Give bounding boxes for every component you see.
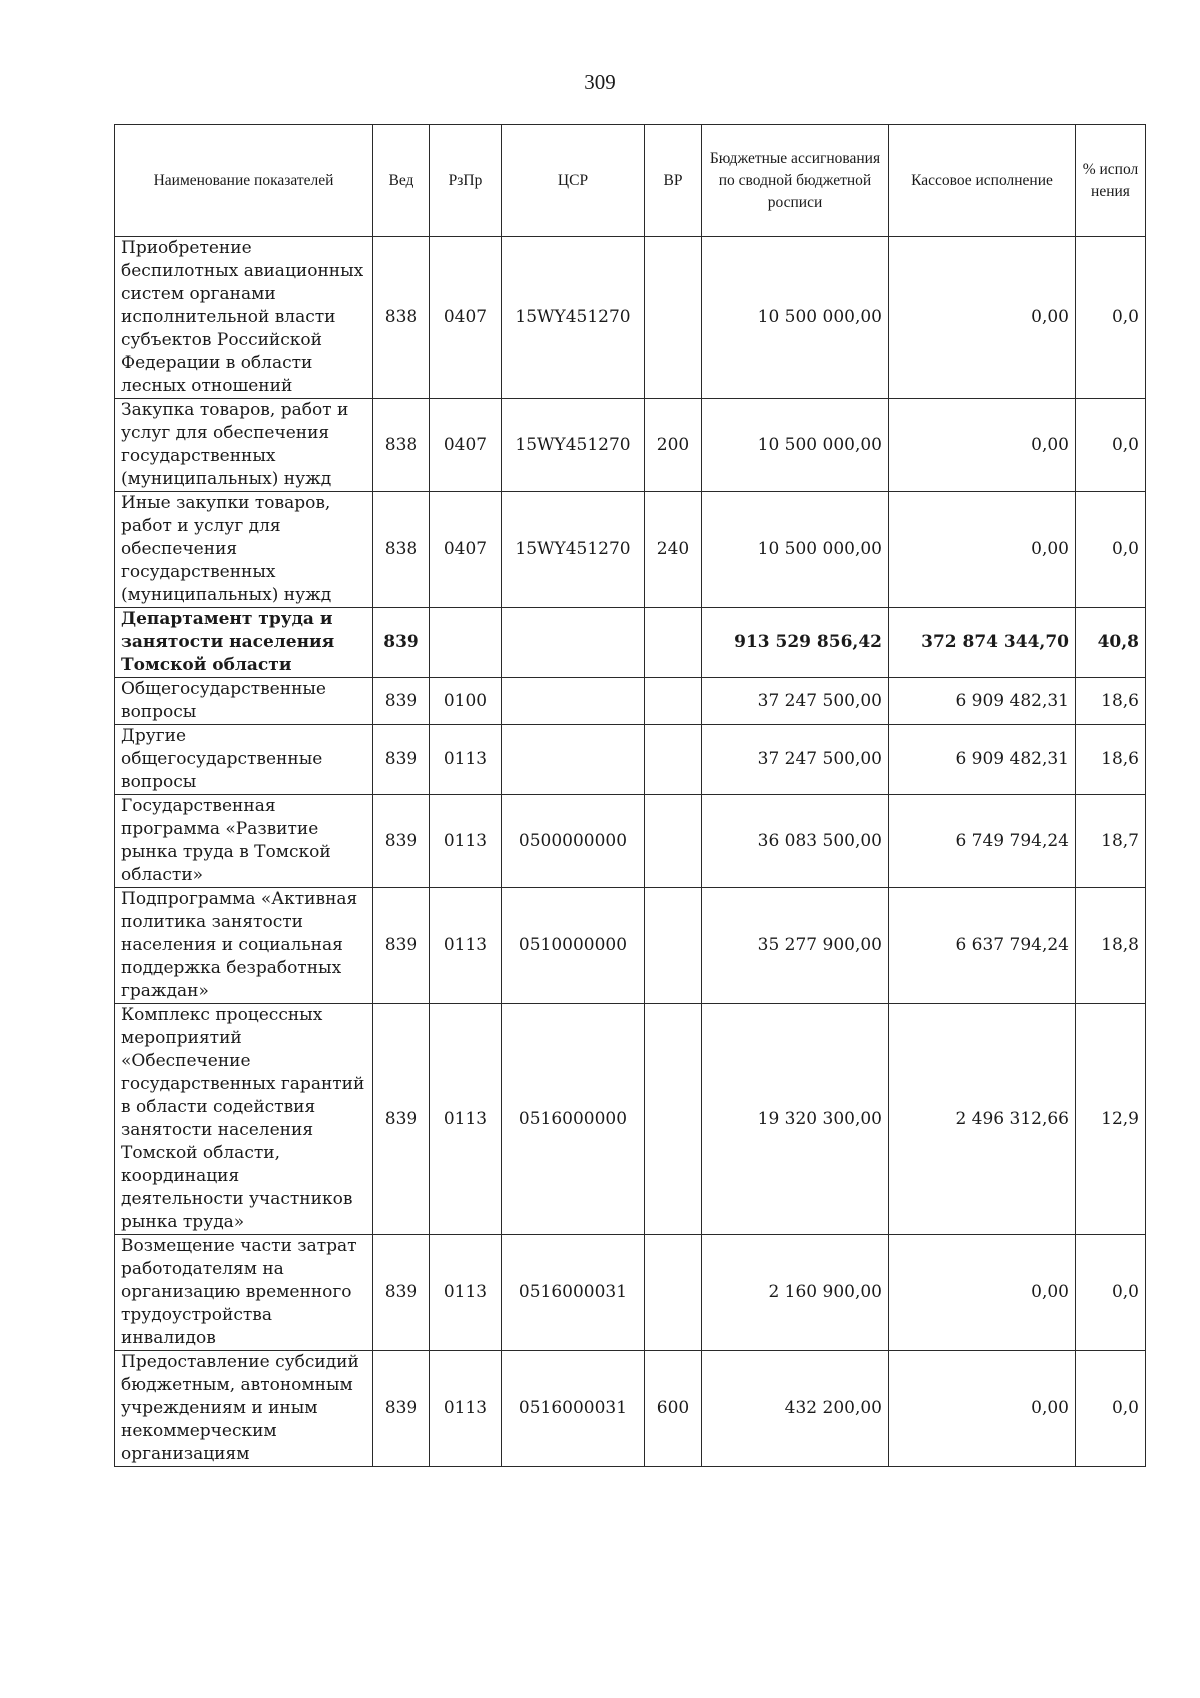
header-rzpr: РзПр: [430, 125, 502, 237]
cell-budget: 913 529 856,42: [702, 608, 889, 678]
cell-cash: 0,00: [889, 1235, 1076, 1351]
cell-rzpr: 0113: [430, 1235, 502, 1351]
cell-name: Закупка товаров, работ и услуг для обеспечения государственных (муниципальных) нужд: [115, 399, 373, 492]
cell-cash: 6 749 794,24: [889, 795, 1076, 888]
cell-budget: 10 500 000,00: [702, 237, 889, 399]
cell-ved: 838: [373, 237, 430, 399]
header-ved: Вед: [373, 125, 430, 237]
cell-budget: 36 083 500,00: [702, 795, 889, 888]
table-row: [115, 608, 1146, 678]
cell-rzpr: [430, 608, 502, 678]
cell-csr: 0500000000: [502, 795, 645, 888]
table-header-row: [115, 125, 1146, 237]
table-row: [115, 492, 1146, 608]
cell-budget: 10 500 000,00: [702, 399, 889, 492]
cell-cash: 0,00: [889, 1351, 1076, 1467]
cell-pct: 0,0: [1076, 399, 1146, 492]
cell-rzpr: 0113: [430, 1004, 502, 1235]
cell-cash: 0,00: [889, 399, 1076, 492]
cell-rzpr: 0113: [430, 795, 502, 888]
cell-budget: 2 160 900,00: [702, 1235, 889, 1351]
cell-budget: 35 277 900,00: [702, 888, 889, 1004]
cell-name: Приобретение беспилотных авиационных систем органами исполнительной власти субъектов Российской Федерации в области лесных отношений: [115, 237, 373, 399]
cell-ved: 839: [373, 795, 430, 888]
cell-name: Департамент труда и занятости населения Томской области: [115, 608, 373, 678]
table-body: [115, 237, 1146, 1467]
cell-cash: 0,00: [889, 237, 1076, 399]
cell-csr: 0510000000: [502, 888, 645, 1004]
cell-vr: [645, 678, 702, 725]
cell-rzpr: 0113: [430, 1351, 502, 1467]
cell-ved: 839: [373, 1235, 430, 1351]
cell-ved: 838: [373, 492, 430, 608]
cell-pct: 18,7: [1076, 795, 1146, 888]
table-row: [115, 237, 1146, 399]
budget-execution-table: [114, 124, 1146, 1467]
header-csr: ЦСР: [502, 125, 645, 237]
cell-csr: 15WY451270: [502, 492, 645, 608]
cell-csr: 15WY451270: [502, 237, 645, 399]
cell-rzpr: 0407: [430, 492, 502, 608]
cell-budget: 37 247 500,00: [702, 678, 889, 725]
cell-budget: 37 247 500,00: [702, 725, 889, 795]
cell-vr: [645, 1004, 702, 1235]
cell-name: Возмещение части затрат работодателям на организацию временного трудоустройства инвалидов: [115, 1235, 373, 1351]
table-row: [115, 399, 1146, 492]
cell-vr: [645, 888, 702, 1004]
cell-vr: [645, 1235, 702, 1351]
cell-rzpr: 0407: [430, 399, 502, 492]
cell-cash: 372 874 344,70: [889, 608, 1076, 678]
cell-ved: 839: [373, 1351, 430, 1467]
header-cash: Кассовое исполнение: [889, 125, 1076, 237]
cell-cash: 2 496 312,66: [889, 1004, 1076, 1235]
cell-csr: 0516000031: [502, 1235, 645, 1351]
cell-vr: 200: [645, 399, 702, 492]
cell-rzpr: 0100: [430, 678, 502, 725]
cell-name: Подпрограмма «Активная политика занятости населения и социальная поддержка безработных граждан»: [115, 888, 373, 1004]
cell-pct: 40,8: [1076, 608, 1146, 678]
table-row: [115, 1235, 1146, 1351]
cell-ved: 839: [373, 608, 430, 678]
cell-vr: [645, 608, 702, 678]
cell-ved: 839: [373, 678, 430, 725]
cell-ved: 839: [373, 725, 430, 795]
table-row: [115, 1004, 1146, 1235]
table-row: [115, 678, 1146, 725]
cell-pct: 12,9: [1076, 1004, 1146, 1235]
cell-rzpr: 0113: [430, 888, 502, 1004]
cell-rzpr: 0113: [430, 725, 502, 795]
cell-vr: 240: [645, 492, 702, 608]
cell-vr: [645, 237, 702, 399]
table-row: [115, 725, 1146, 795]
cell-csr: 15WY451270: [502, 399, 645, 492]
cell-cash: 6 909 482,31: [889, 678, 1076, 725]
cell-csr: [502, 678, 645, 725]
cell-budget: 10 500 000,00: [702, 492, 889, 608]
cell-budget: 19 320 300,00: [702, 1004, 889, 1235]
table-row: [115, 888, 1146, 1004]
cell-pct: 0,0: [1076, 1351, 1146, 1467]
cell-pct: 18,6: [1076, 678, 1146, 725]
cell-cash: 6 637 794,24: [889, 888, 1076, 1004]
cell-pct: 18,8: [1076, 888, 1146, 1004]
cell-rzpr: 0407: [430, 237, 502, 399]
cell-pct: 0,0: [1076, 492, 1146, 608]
table-row: [115, 1351, 1146, 1467]
cell-pct: 0,0: [1076, 237, 1146, 399]
cell-cash: 6 909 482,31: [889, 725, 1076, 795]
cell-name: Комплекс процессных мероприятий «Обеспечение государственных гарантий в области содействия занятости населения Томской области, координация деятельности участников рынка труда»: [115, 1004, 373, 1235]
header-pct: % испол нения: [1076, 125, 1146, 237]
header-budget: Бюджетные ассигнования по сводной бюджетной росписи: [702, 125, 889, 237]
cell-pct: 0,0: [1076, 1235, 1146, 1351]
cell-ved: 839: [373, 888, 430, 1004]
cell-csr: [502, 608, 645, 678]
cell-ved: 838: [373, 399, 430, 492]
cell-budget: 432 200,00: [702, 1351, 889, 1467]
cell-csr: [502, 725, 645, 795]
cell-vr: 600: [645, 1351, 702, 1467]
cell-vr: [645, 795, 702, 888]
page-number: 309: [584, 70, 616, 94]
cell-cash: 0,00: [889, 492, 1076, 608]
cell-name: Предоставление субсидий бюджетным, автономным учреждениям и иным некоммерческим организациям: [115, 1351, 373, 1467]
cell-name: Другие общегосударственные вопросы: [115, 725, 373, 795]
cell-name: Общегосударственные вопросы: [115, 678, 373, 725]
cell-csr: 0516000000: [502, 1004, 645, 1235]
cell-name: Государственная программа «Развитие рынка труда в Томской области»: [115, 795, 373, 888]
header-vr: ВР: [645, 125, 702, 237]
cell-name: Иные закупки товаров, работ и услуг для обеспечения государственных (муниципальных) нужд: [115, 492, 373, 608]
table-row: [115, 795, 1146, 888]
cell-csr: 0516000031: [502, 1351, 645, 1467]
cell-vr: [645, 725, 702, 795]
cell-ved: 839: [373, 1004, 430, 1235]
cell-pct: 18,6: [1076, 725, 1146, 795]
header-name: Наименование показателей: [115, 125, 373, 237]
